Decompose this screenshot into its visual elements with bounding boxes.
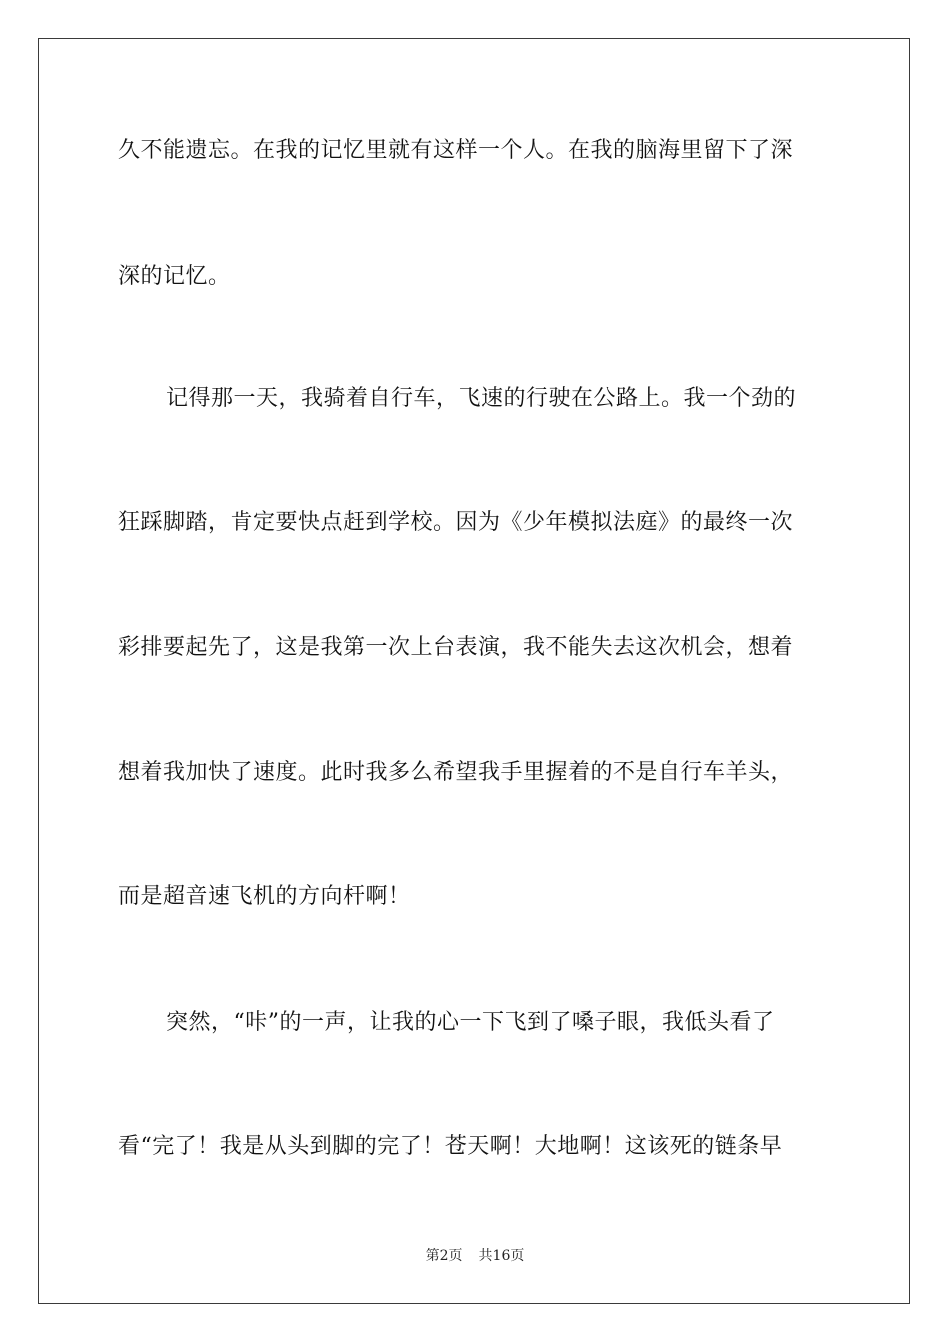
page-border xyxy=(38,38,910,1304)
text-line-9: 看“完了！我是从头到脚的完了！苍天啊！大地啊！这该死的链条早 xyxy=(118,1134,783,1159)
text-line-4: 狂踩脚踏，肯定要快点赶到学校。因为《少年模拟法庭》的最终一次 xyxy=(118,510,794,535)
text-line-5: 彩排要起先了，这是我第一次上台表演，我不能失去这次机会，想着 xyxy=(118,635,794,660)
text-line-6: 想着我加快了速度。此时我多么希望我手里握着的不是自行车羊头， xyxy=(118,760,794,785)
text-line-3: 记得那一天，我骑着自行车，飞速的行驶在公路上。我一个劲的 xyxy=(166,386,797,411)
text-line-7: 而是超音速飞机的方向杆啊！ xyxy=(118,884,411,909)
text-line-8: 突然，“咔”的一声，让我的心一下飞到了嗓子眼，我低头看了 xyxy=(166,1010,775,1035)
text-line-1: 久不能遗忘。在我的记忆里就有这样一个人。在我的脑海里留下了深 xyxy=(118,138,794,163)
total-pages: 共16页 xyxy=(478,1248,525,1264)
text-line-2: 深的记忆。 xyxy=(118,264,231,289)
page-number: 第2页 xyxy=(425,1248,463,1264)
page-footer xyxy=(0,1247,950,1265)
